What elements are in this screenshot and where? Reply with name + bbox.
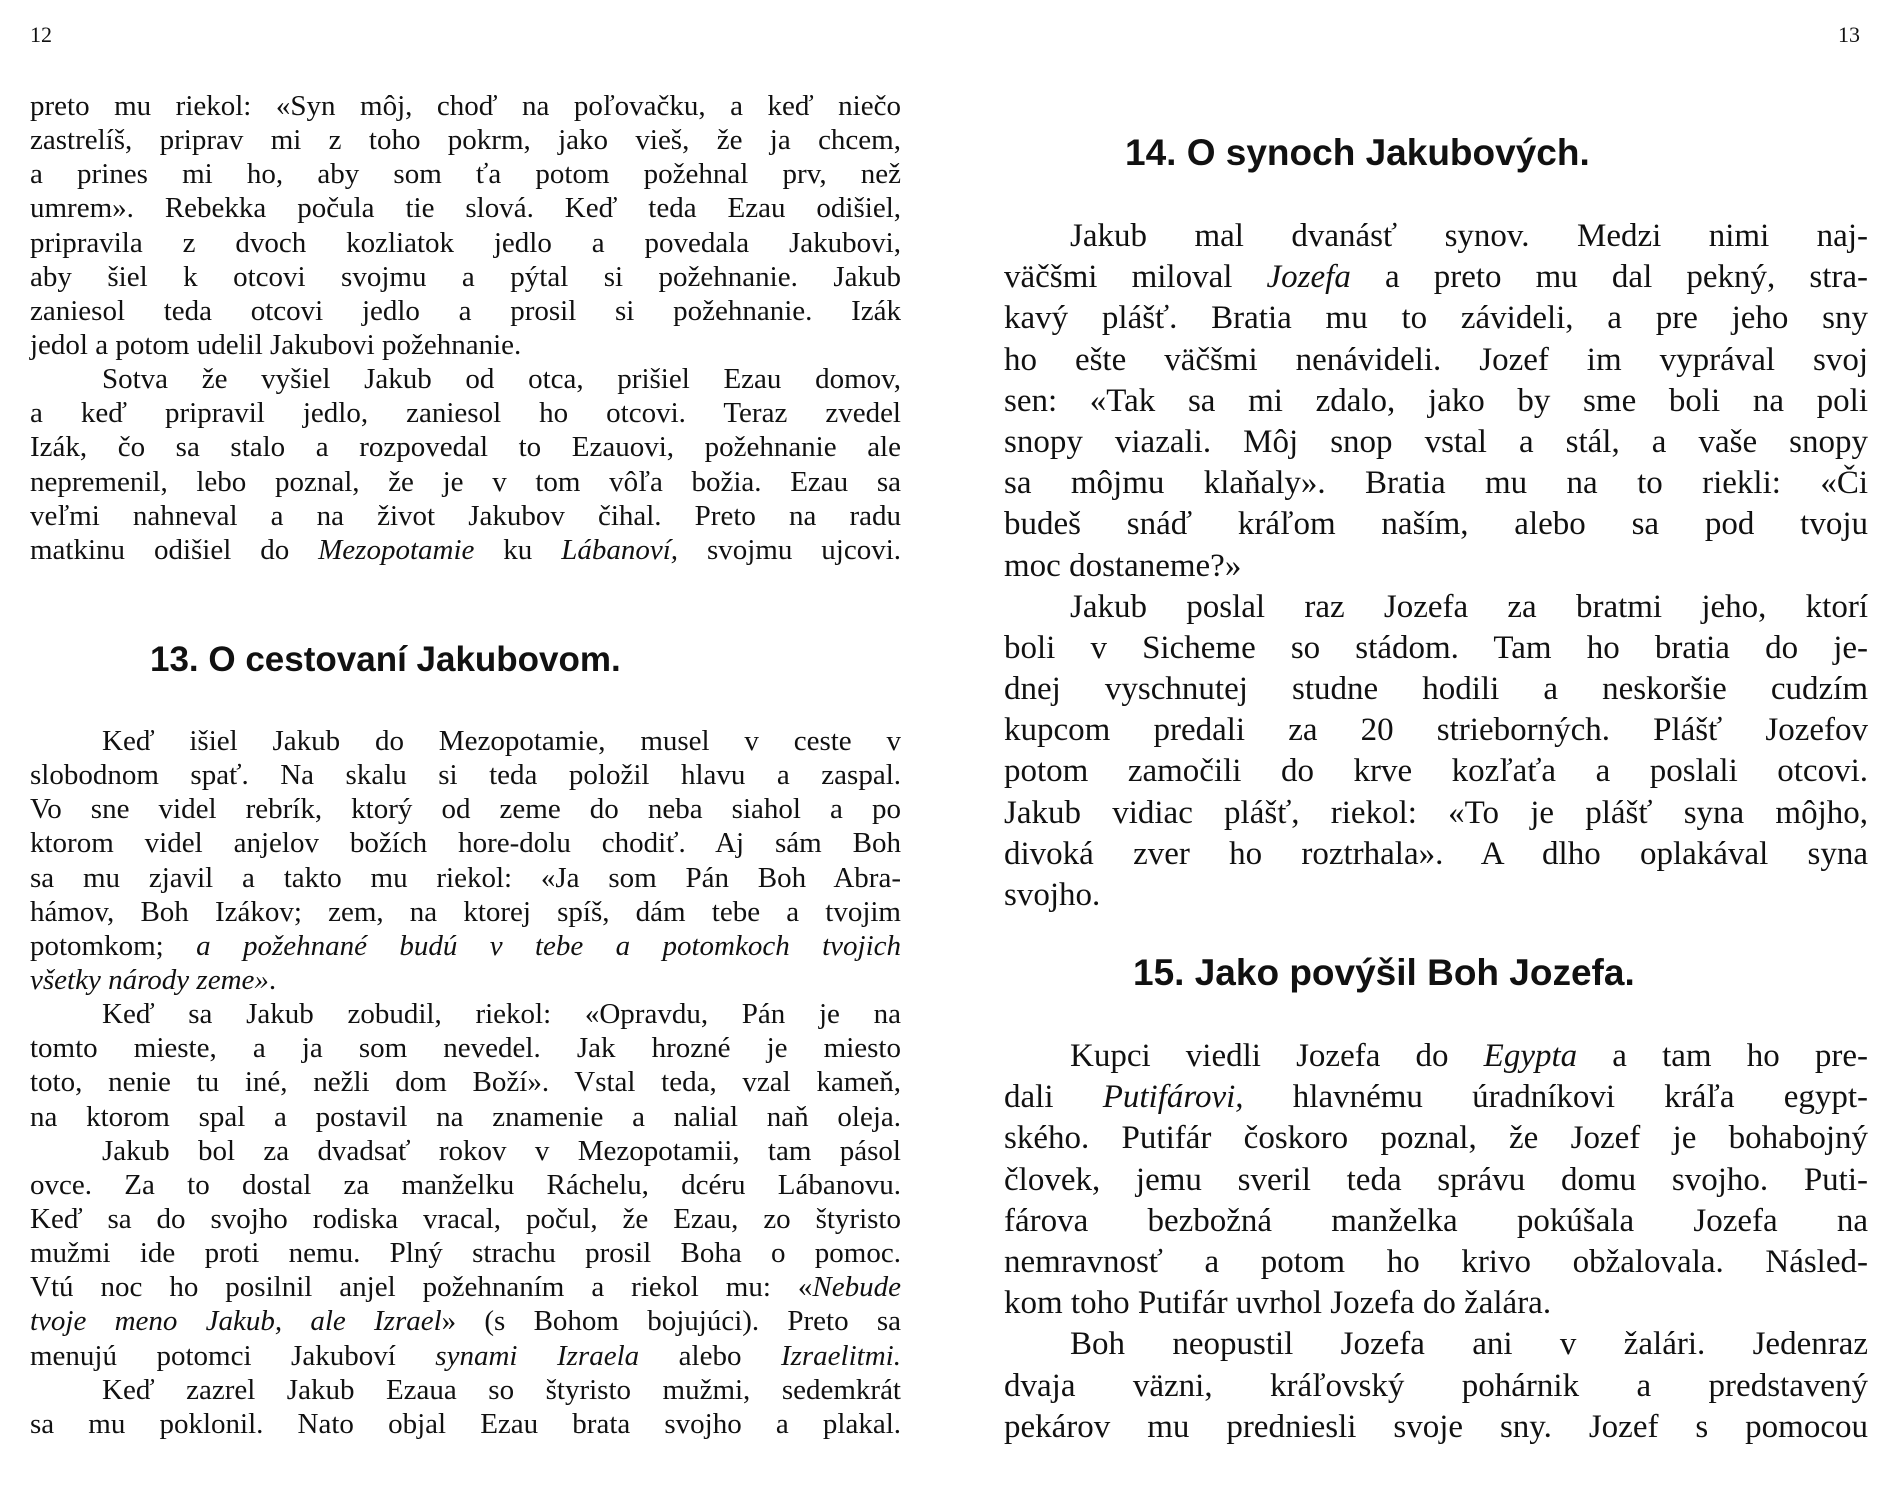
text-line xyxy=(1004,216,1868,257)
text-line xyxy=(30,792,901,826)
text-line xyxy=(30,226,901,260)
text-line xyxy=(1004,875,1868,916)
text-block xyxy=(30,724,901,1441)
text-run: alebo xyxy=(639,1339,781,1372)
text-run: nepremenil, lebo poznal, že je v tom vôľa božia. Ezau sa xyxy=(30,465,901,498)
text-line xyxy=(1004,1077,1868,1118)
text-line xyxy=(30,1134,901,1168)
italic-text: synami Izraela xyxy=(435,1339,640,1372)
text-run: toto, nenie tu iné, nežli dom Boží». Vstal teda, vzal kameň, xyxy=(30,1066,901,1099)
italic-text: Lábanoví, xyxy=(561,533,679,566)
italic-text: Mezopotamie xyxy=(318,533,475,566)
text-run: zaniesol teda otcovi jedlo a prosil si požehnanie. Izák xyxy=(30,294,901,327)
text-run: Keď sa Jakub zobudil, riekol: «Opravdu, Pán je na xyxy=(102,998,901,1031)
text-run: väčšmi miloval xyxy=(1004,259,1267,296)
text-run: jedol a potom udelil Jakubovi požehnanie. xyxy=(30,328,522,361)
text-line xyxy=(30,826,901,860)
text-run: Kupci viedli Jozefa do xyxy=(1070,1038,1484,1074)
text-run: pekárov mu predniesli svoje sny. Jozef s pomocou xyxy=(1004,1408,1868,1445)
text-run: potom zamočili do krve kozľaťa a poslali otcovi. xyxy=(1004,753,1868,790)
text-block xyxy=(1004,1036,1868,1448)
text-run: ktorom videl anjelov božích hore-dolu chodiť. Aj sám Boh xyxy=(30,827,901,860)
text-run: ovce. Za to dostal za manželku Ráchelu, dcéru Lábanovu. xyxy=(30,1168,901,1201)
text-line xyxy=(30,89,901,123)
italic-text: tvoje meno Jakub, ale Izrael xyxy=(30,1305,442,1338)
text-run: dvaja väzni, kráľovský pohárnik a predstavený xyxy=(1004,1367,1868,1404)
text-line xyxy=(30,123,901,157)
text-run: Keď išiel Jakub do Mezopotamie, musel v ceste v xyxy=(102,725,901,757)
text-run: Jakub poslal raz Jozefa za bratmi jeho, ktorí xyxy=(1070,588,1868,625)
text-line xyxy=(30,1065,901,1099)
text-run: Keď zazrel Jakub Ezaua so štyristo mužmi, sedemkrát xyxy=(102,1373,901,1406)
text-line xyxy=(1004,669,1868,710)
text-block xyxy=(1004,216,1868,916)
text-run: » (s Bohom bojujúci). Preto sa xyxy=(441,1305,901,1338)
text-line xyxy=(1004,751,1868,792)
text-run: Jakub bol za dvadsať rokov v Mezopotamii, tam pásol xyxy=(102,1134,901,1167)
text-run: mužmi ide proti nemu. Plný strachu prosil Boha o pomoc. xyxy=(30,1237,901,1270)
text-line xyxy=(30,328,901,362)
text-line xyxy=(1004,1283,1868,1324)
text-line xyxy=(1004,1324,1868,1365)
text-run: ho ešte väčšmi nenávideli. Jozef im vyprával svoj xyxy=(1004,341,1868,378)
text-line xyxy=(30,499,901,533)
text-run: divoká zver ho roztrhala». A dlho oplakával syna xyxy=(1004,835,1868,872)
text-line xyxy=(1004,1201,1868,1242)
text-run: svojho. xyxy=(1004,877,1101,913)
text-line xyxy=(30,533,901,567)
text-line xyxy=(1004,628,1868,669)
text-run: sen: «Tak sa mi zdalo, jako by sme boli na poli xyxy=(1004,382,1868,419)
text-line xyxy=(1004,834,1868,875)
text-line xyxy=(1004,504,1868,545)
text-line xyxy=(30,758,901,792)
text-line xyxy=(1004,793,1868,834)
italic-text: Putifárovi, xyxy=(1102,1079,1244,1116)
text-run: svojmu ujcovi. xyxy=(678,533,902,566)
text-run: a keď pripravil jedlo, zaniesol ho otcovi. Teraz zvedel xyxy=(30,397,901,430)
text-line xyxy=(30,362,901,396)
text-run: Boh neopustil Jozefa ani v žalári. Jedenraz xyxy=(1070,1326,1868,1363)
text-line xyxy=(1004,1242,1868,1283)
text-line xyxy=(1004,546,1868,587)
text-run: a preto mu dal pekný, stra- xyxy=(1350,259,1869,296)
text-line xyxy=(1004,463,1868,504)
text-run: budeš snáď kráľom naším, alebo sa pod tvoju xyxy=(1004,506,1868,543)
text-run: dnej vyschnutej studne hodili a neskoršie cudzím xyxy=(1004,671,1868,708)
text-run: Izák, čo sa stalo a rozpovedal to Ezauovi, požehnanie ale xyxy=(30,431,901,464)
text-run: ského. Putifár čoskoro poznal, že Jozef je bohabojný xyxy=(1004,1120,1868,1157)
text-line xyxy=(30,430,901,464)
text-line xyxy=(30,1168,901,1202)
text-line xyxy=(30,929,901,963)
text-run: kupcom predali za 20 strieborných. Plášť Jozefov xyxy=(1004,712,1868,749)
text-run: Jakub vidiac plášť, riekol: «To je plášť syna môjho, xyxy=(1004,794,1868,831)
text-run: tomto mieste, a ja som nevedel. Jak hrozné je miesto xyxy=(30,1032,901,1065)
text-run: Keď sa do svojho rodiska vracal, počul, že Ezau, zo štyristo xyxy=(30,1202,901,1235)
text-run: kavý plášť. Bratia mu to závideli, a pre jeho sny xyxy=(1004,300,1868,337)
text-run: sa mu poklonil. Nato objal Ezau brata svojho a plakal. xyxy=(30,1407,901,1440)
text-line xyxy=(30,1407,901,1441)
text-line xyxy=(30,396,901,430)
text-line xyxy=(1004,422,1868,463)
text-run: aby šiel k otcovi svojmu a pýtal si požehnanie. Jakub xyxy=(30,260,901,293)
text-line xyxy=(1004,1366,1868,1407)
text-line xyxy=(1004,1160,1868,1201)
text-run: moc dostaneme?» xyxy=(1004,547,1242,584)
text-run: veľmi nahneval a na život Jakubov čihal. Preto na radu xyxy=(30,499,901,532)
page-number: 13 xyxy=(1838,22,1860,47)
text-run: sa mu zjavil a takto mu riekol: «Ja som Pán Boh Abra- xyxy=(30,861,901,894)
text-run: boli v Sicheme so stádom. Tam ho bratia do je- xyxy=(1004,629,1868,666)
text-run: Jakub mal dvanásť synov. Medzi nimi naj- xyxy=(1070,218,1868,254)
text-line xyxy=(1004,1407,1868,1448)
text-line xyxy=(30,895,901,929)
section-heading: 15. Jako povýšil Boh Jozefa. xyxy=(1133,952,1635,993)
text-line xyxy=(30,1236,901,1270)
text-line xyxy=(30,1100,901,1134)
text-line xyxy=(1004,710,1868,751)
text-run: snopy viazali. Môj snop vstal a stál, a vaše snopy xyxy=(1004,423,1868,460)
text-line xyxy=(1004,587,1868,628)
text-run: ku xyxy=(474,533,562,566)
text-run: nemravnosť a potom ho krivo obžalovala. Násled- xyxy=(1004,1243,1868,1280)
text-run: a tam ho pre- xyxy=(1577,1038,1868,1074)
italic-text: Egypta xyxy=(1483,1038,1578,1074)
text-run: potomkom; xyxy=(30,929,197,962)
text-run: Vo sne videl rebrík, ktorý od zeme do neba siahol a po xyxy=(30,793,901,826)
text-line xyxy=(30,1202,901,1236)
text-line xyxy=(30,1373,901,1407)
italic-text: všetky národy zeme» xyxy=(30,963,269,996)
text-run: na ktorom spal a postavil na znamenie a nalial naň oleja. xyxy=(30,1100,901,1133)
text-line xyxy=(30,1339,901,1373)
text-line xyxy=(1004,1036,1868,1077)
text-line xyxy=(30,1304,901,1338)
text-run: Sotva že vyšiel Jakub od otca, prišiel Ezau domov, xyxy=(102,363,901,396)
text-line xyxy=(1004,340,1868,381)
text-line xyxy=(30,465,901,499)
text-run: umrem». Rebekka počula tie slová. Keď teda Ezau odišiel, xyxy=(30,192,901,225)
text-line xyxy=(1004,381,1868,422)
text-run: sa môjmu klaňaly». Bratia mu na to riekli: «Či xyxy=(1004,465,1868,502)
text-line xyxy=(30,861,901,895)
text-run: menujú potomci Jakuboví xyxy=(30,1339,436,1372)
italic-text: Nebude xyxy=(812,1271,901,1304)
text-run: . xyxy=(268,963,277,996)
text-run: kom toho Putifár uvrhol Jozefa do žalára. xyxy=(1004,1285,1552,1322)
text-run: hlavnému úradníkovi kráľa egypt- xyxy=(1243,1079,1868,1116)
text-run: Vtú noc ho posilnil anjel požehnaním a riekol mu: « xyxy=(30,1271,813,1304)
text-line xyxy=(30,260,901,294)
text-run: zastrelíš, priprav mi z toho pokrm, jako vieš, že ja chcem, xyxy=(30,124,901,157)
section-heading: 14. O synoch Jakubových. xyxy=(1125,132,1590,173)
text-line xyxy=(30,724,901,758)
text-run: a prines mi ho, aby som ťa potom požehnal prv, než xyxy=(30,158,901,191)
text-run: slobodnom spať. Na skalu si teda položil hlavu a zaspal. xyxy=(30,759,901,792)
text-run: preto mu riekol: «Syn môj, choď na poľovačku, a keď niečo xyxy=(30,90,901,122)
text-run: fárova bezbožná manželka pokúšala Jozefa na xyxy=(1004,1202,1868,1239)
text-line xyxy=(30,1270,901,1304)
text-line xyxy=(30,294,901,328)
text-run: dali xyxy=(1004,1079,1103,1116)
text-run: hámov, Boh Izákov; zem, na ktorej spíš, dám tebe a tvojim xyxy=(30,895,901,928)
text-line xyxy=(30,157,901,191)
italic-text: a požehnané budú v tebe a potomkoch tvojich xyxy=(196,929,901,962)
text-run: človek, jemu sveril teda správu domu svojho. Puti- xyxy=(1004,1161,1868,1198)
text-line xyxy=(1004,1118,1868,1159)
text-line xyxy=(30,1031,901,1065)
text-run: matkinu odišiel do xyxy=(30,533,319,566)
text-line xyxy=(30,997,901,1031)
section-heading: 13. O cestovaní Jakubovom. xyxy=(150,640,621,679)
italic-text: Izraelitmi. xyxy=(780,1339,901,1372)
page-number: 12 xyxy=(30,22,52,47)
text-line xyxy=(1004,257,1868,298)
text-block xyxy=(30,89,901,567)
italic-text: Jozefa xyxy=(1266,259,1351,296)
text-line xyxy=(30,191,901,225)
text-line xyxy=(1004,298,1868,339)
text-line xyxy=(30,963,901,997)
text-run: pripravila z dvoch kozliatok jedlo a povedala Jakubovi, xyxy=(30,226,901,259)
